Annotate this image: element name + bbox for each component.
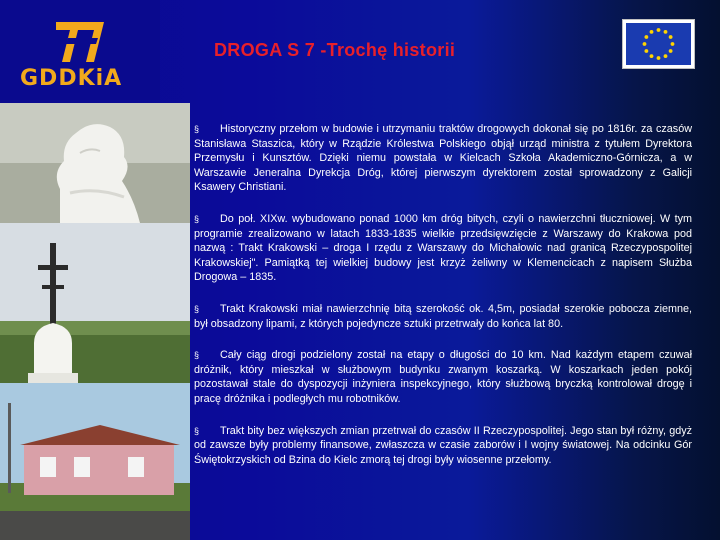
bullet-icon: § xyxy=(194,213,200,224)
paragraph-3 xyxy=(194,302,692,331)
paragraph-text: Trakt Krakowski miał nawierzchnię bitą szerokość ok. 4,5m, posiadał szerokie pobocza ziemne, był obsadzony lipami, z których pojedyncze sztuki przetrwały do końca lat 80. xyxy=(194,302,692,330)
paragraph-text: Trakt bity bez większych zmian przetrwał do czasów II Rzeczypospolitej. Jego stan był różny, gdyż od zawsze były problemy finansowe, zwłaszcza w czasie zaborów i I wojny światowej. Na odcinku Gór Świętokrzyskich od Bzina do Kielc zmorą tej drogi były wiosenne przełomy. xyxy=(194,424,692,466)
paragraph-4 xyxy=(194,348,692,406)
logo-text: GDDKiA xyxy=(20,66,123,91)
paragraph-text: Do poł. XIXw. wybudowano ponad 1000 km dróg bitych, czyli o nawierzchni tłuczniowej. W tym programie zrealizowano w latach 1833-1835 wielkie przedsięwzięcie z Warszawy do Krakowa pod nazwą : Trakt Krakowski – droga I rzędu z Warszawy do Michałowic nad granicą Rzeczypospolitej Krakowskiej". Pamiątką tej wielkiej budowy jest krzyż żeliwny w Klemencicach z napisem Służba Drogowa – 1835. xyxy=(194,212,692,284)
eu-star-icon xyxy=(657,28,661,32)
staszic-bust-photo xyxy=(0,103,190,223)
gddkia-logo-icon xyxy=(50,18,110,66)
paragraph-text: Historyczny przełom w budowie i utrzymaniu traktów drogowych dokonał się po 1816r. za czasów Stanisława Staszica, który w Rządzie Królestwa Polskiego objął urząd ministra z tytułem Dyrektora Przemysłu i Kunsztów. Dzięki niemu powstała w Kielcach Szkoła Akademiczno-Górnicza, a w Warszawie Jeneralna Dyrekcja Dróg, której pierwszym dyrektorem został sprowadzony z Galicji Ksawery Christiani. xyxy=(194,123,692,194)
eu-star-icon xyxy=(643,42,647,46)
eu-flag-icon xyxy=(622,19,695,69)
page-title: DROGA S 7 -Trochę historii xyxy=(214,40,456,60)
eu-star-icon xyxy=(644,35,648,39)
eu-star-icon xyxy=(664,30,668,34)
bullet-icon: § xyxy=(194,303,200,314)
bullet-icon: § xyxy=(194,124,200,134)
paragraph-5 xyxy=(194,424,692,468)
bullet-icon: § xyxy=(194,350,200,361)
paragraph-1 xyxy=(194,122,692,195)
road-house-photo xyxy=(0,383,190,540)
gddkia-logo xyxy=(0,0,160,100)
eu-star-icon xyxy=(650,30,654,34)
eu-star-icon xyxy=(650,54,654,58)
paragraph-text: Cały ciąg drogi podzielony został na etapy o długości do 10 km. Nad każdym etapem czuwał dróżnik, który mieszkał w służbowym budynku zwanym koszarką. W koszarkach jeden pokój pozostawał stale do dyspozycji inżyniera inspekcyjnego, który służbową bryczką kontrolował drogę i pracę dróżnika i podległych mu robotników. xyxy=(194,349,692,405)
photo-column xyxy=(0,103,190,540)
eu-star-icon xyxy=(657,56,661,60)
eu-star-icon xyxy=(669,35,673,39)
history-text xyxy=(194,122,692,484)
eu-star-icon xyxy=(671,42,675,46)
eu-star-icon xyxy=(669,49,673,53)
cast-iron-cross-photo xyxy=(0,223,190,383)
bullet-icon: § xyxy=(194,425,200,436)
eu-stars-icon xyxy=(626,23,691,65)
paragraph-2 xyxy=(194,212,692,285)
eu-star-icon xyxy=(664,54,668,58)
eu-star-icon xyxy=(644,49,648,53)
